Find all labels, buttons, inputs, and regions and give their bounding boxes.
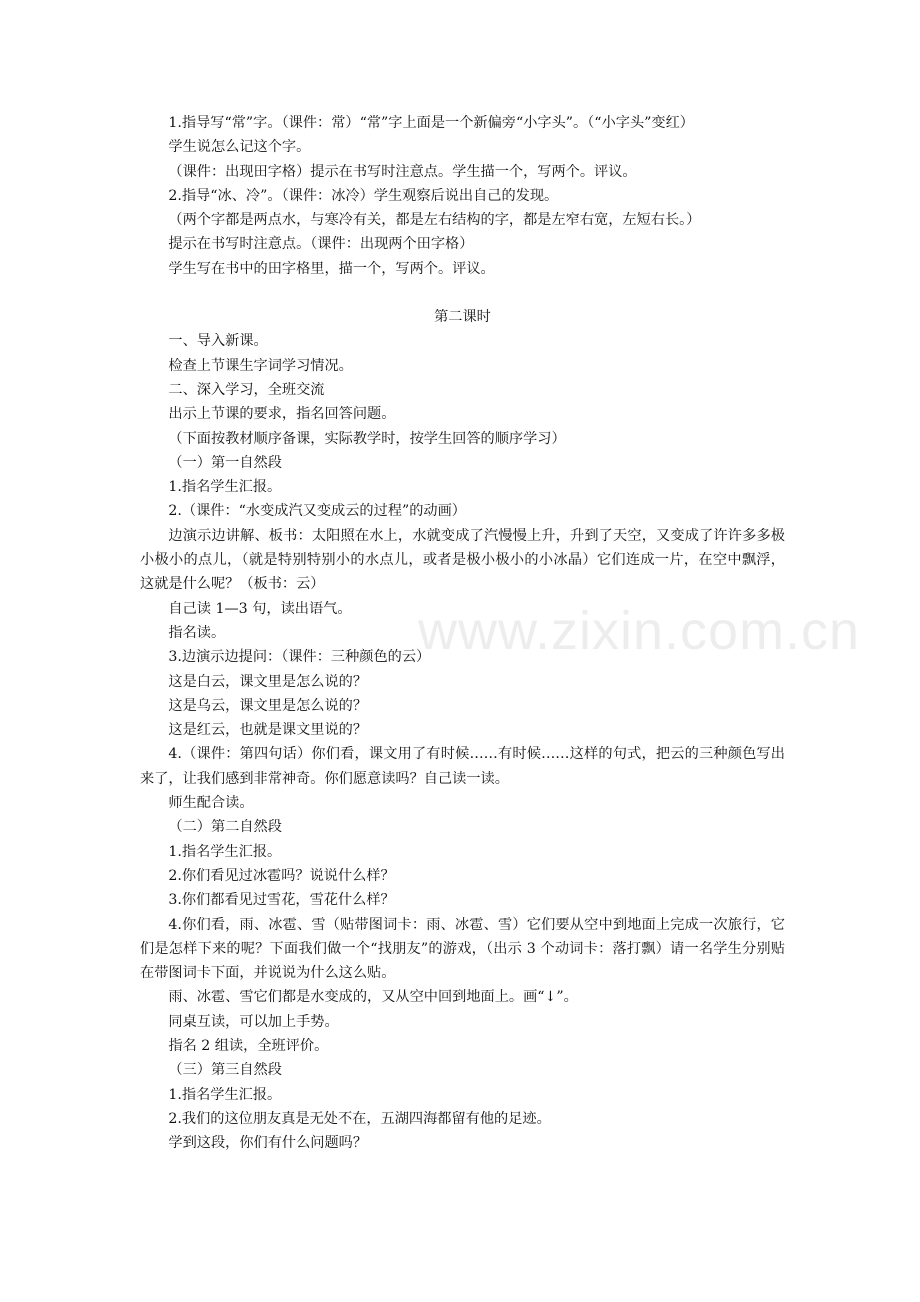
paragraph: 2.我们的这位朋友真是无处不在，五湖四海都留有他的足迹。: [168, 1110, 551, 1127]
paragraph: 2.你们看见过冰雹吗？说说什么样？: [168, 867, 395, 884]
paragraph: 指名 2 组读，全班评价。: [168, 1037, 329, 1054]
paragraph: 这是红云，也就是课文里说的？: [168, 722, 368, 739]
paragraph: （三）第三自然段: [168, 1062, 282, 1079]
paragraph: （课件：出现田字格）提示在书写时注意点。学生描一个，写两个。评议。: [168, 163, 637, 180]
paragraph: 边演示边讲解、板书：太阳照在水上，水就变成了汽慢慢上升，升到了天空，又变成了许许多多极小极小的点儿，（就是特别特别小的水点儿，或者是极小极小的小冰晶）它们连成一片，在空中飘浮，这就是什么呢？（板书：云）: [140, 527, 785, 593]
document-body: [140, 111, 785, 1155]
paragraph: 检查上节课生字词学习情况。: [168, 357, 353, 374]
paragraph: 学到这段，你们有什么问题吗？: [168, 1135, 368, 1152]
paragraph: 提示在书写时注意点。（课件：出现两个田字格）: [168, 236, 474, 253]
paragraph: （一）第一自然段: [168, 454, 282, 471]
paragraph: 1.指名学生汇报。: [168, 1086, 282, 1103]
paragraph: （下面按教材顺序备课，实际教学时，按学生回答的顺序学习）: [168, 430, 566, 447]
paragraph: 雨、冰雹、雪它们都是水变成的，又从空中回到地面上。画“↓”。: [168, 989, 578, 1006]
paragraph: 3.边演示边提问：（课件：三种颜色的云）: [168, 649, 431, 666]
paragraph: 4.（课件：第四句话）你们看，课文用了有时候……有时候……这样的句式，把云的三种颜色写出来了，让我们感到非常神奇。你们愿意读吗？自己读一读。: [140, 746, 785, 787]
paragraph: 1.指名学生汇报。: [168, 479, 282, 496]
paragraph: （二）第二自然段: [168, 819, 282, 836]
paragraph: 学生说怎么记这个字。: [168, 139, 311, 156]
paragraph: 同桌互读，可以加上手势。: [168, 1013, 339, 1030]
paragraph: 这是乌云，课文里是怎么说的？: [168, 697, 368, 714]
paragraph: （两个字都是两点水，与寒冷有关，都是左右结构的字，都是左窄右宽，左短右长。）: [168, 212, 701, 229]
paragraph: 2.指导“冰、冷”。（课件：冰冷）学生观察后说出自己的发现。: [168, 187, 559, 204]
paragraph: 指名读。: [168, 624, 226, 641]
paragraph: 自己读 1—3 句，读出语气。: [168, 600, 352, 617]
paragraph: 学生写在书中的田字格里，描一个，写两个。评议。: [168, 260, 495, 277]
paragraph: 一、导入新课。: [168, 333, 268, 350]
paragraph: 4.你们看，雨、冰雹、雪（贴带图词卡：雨、冰雹、雪）它们要从空中到地面上完成一次旅行，它们是怎样下来的呢？下面我们做一个“找朋友”的游戏，（出示 3 个动词卡：落打飘）请一名学生分别贴在带图词卡下面，并说说为什么这么贴。: [140, 916, 785, 982]
paragraph: 二、深入学习，全班交流: [168, 381, 325, 398]
paragraph: 2.（课件：“水变成汽又变成云的过程”的动画）: [168, 503, 466, 520]
paragraph: 出示上节课的要求，指名回答问题。: [168, 406, 396, 423]
watermark: www.zixin.com.cn: [418, 601, 861, 661]
paragraph: 师生配合读。: [168, 795, 254, 812]
paragraph: 这是白云，课文里是怎么说的？: [168, 673, 368, 690]
paragraph: 1.指名学生汇报。: [168, 843, 282, 860]
section-gap: [140, 281, 785, 305]
paragraph: 3.你们都看见过雪花，雪花什么样？: [168, 892, 395, 909]
section-heading: 第二课时: [434, 309, 491, 326]
paragraph: 1.指导写“常”字。（课件：常）“常”字上面是一个新偏旁“小字头”。（“小字头”变红）: [168, 115, 694, 131]
